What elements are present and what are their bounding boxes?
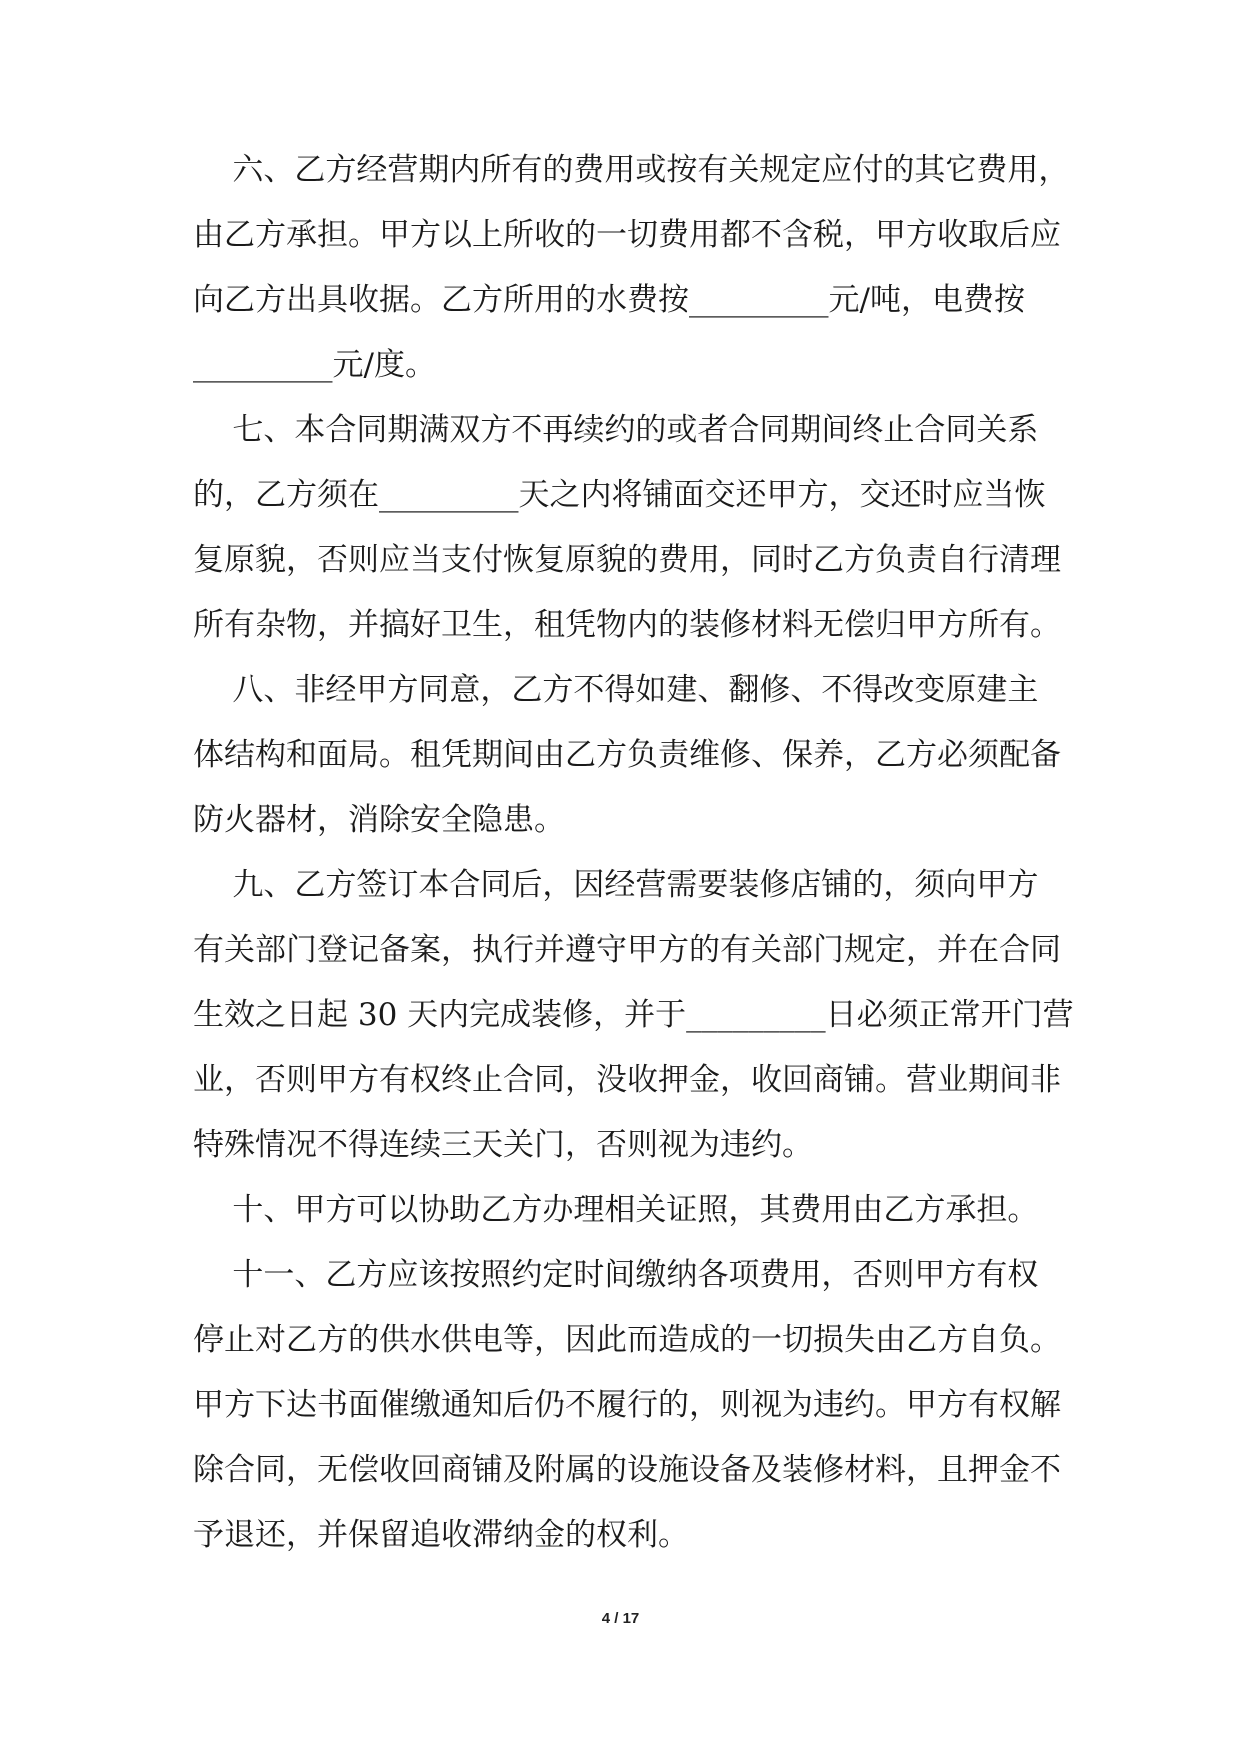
paragraph-11-line-4: 除合同，无偿收回商铺及附属的设施设备及装修材料，且押金不 xyxy=(193,1452,1061,1488)
paragraph-8-line-2: 体结构和面局。租凭期间由乙方负责维修、保养，乙方必须配备 xyxy=(193,737,1061,773)
paragraph-6-line-2: 由乙方承担。甲方以上所收的一切费用都不含税，甲方收取后应 xyxy=(193,217,1061,253)
paragraph-7-line-3: 复原貌，否则应当支付恢复原貌的费用，同时乙方负责自行清理 xyxy=(193,542,1061,578)
paragraph-9-line-3: 生效之日起 30 天内完成装修，并于_________日必须正常开门营 xyxy=(193,997,1074,1033)
paragraph-11-line-5: 予退还，并保留追收滞纳金的权利。 xyxy=(193,1517,689,1553)
paragraph-10-line-1: 十、甲方可以协助乙方办理相关证照，其费用由乙方承担。 xyxy=(193,1192,1039,1228)
page-number: 4 / 17 xyxy=(601,1610,640,1627)
paragraph-9-line-5: 特殊情况不得连续三天关门，否则视为违约。 xyxy=(193,1127,813,1163)
paragraph-11-line-1: 十一、乙方应该按照约定时间缴纳各项费用，否则甲方有权 xyxy=(193,1257,1039,1293)
paragraph-7-line-1: 七、本合同期满双方不再续约的或者合同期间终止合同关系 xyxy=(193,412,1039,448)
paragraph-6-line-3: 向乙方出具收据。乙方所用的水费按_________元/吨，电费按 xyxy=(193,282,1025,318)
paragraph-8-line-1: 八、非经甲方同意，乙方不得如建、翻修、不得改变原建主 xyxy=(193,672,1039,708)
paragraph-7-line-4: 所有杂物，并搞好卫生，租凭物内的装修材料无偿归甲方所有。 xyxy=(193,607,1061,643)
paragraph-8-line-3: 防火器材，消除安全隐患。 xyxy=(193,802,565,838)
paragraph-6-line-4: _________元/度。 xyxy=(193,347,436,383)
paragraph-9-line-1: 九、乙方签订本合同后，因经营需要装修店铺的，须向甲方 xyxy=(193,867,1039,903)
paragraph-9-line-4: 业，否则甲方有权终止合同，没收押金，收回商铺。营业期间非 xyxy=(193,1062,1061,1098)
paragraph-11-line-3: 甲方下达书面催缴通知后仍不履行的，则视为违约。甲方有权解 xyxy=(193,1387,1061,1423)
paragraph-6-line-1: 六、乙方经营期内所有的费用或按有关规定应付的其它费用， xyxy=(193,152,1070,188)
paragraph-9-line-2: 有关部门登记备案，执行并遵守甲方的有关部门规定，并在合同 xyxy=(193,932,1061,968)
paragraph-11-line-2: 停止对乙方的供水供电等，因此而造成的一切损失由乙方自负。 xyxy=(193,1322,1061,1358)
paragraph-7-line-2: 的，乙方须在_________天之内将铺面交还甲方，交还时应当恢 xyxy=(193,477,1046,513)
